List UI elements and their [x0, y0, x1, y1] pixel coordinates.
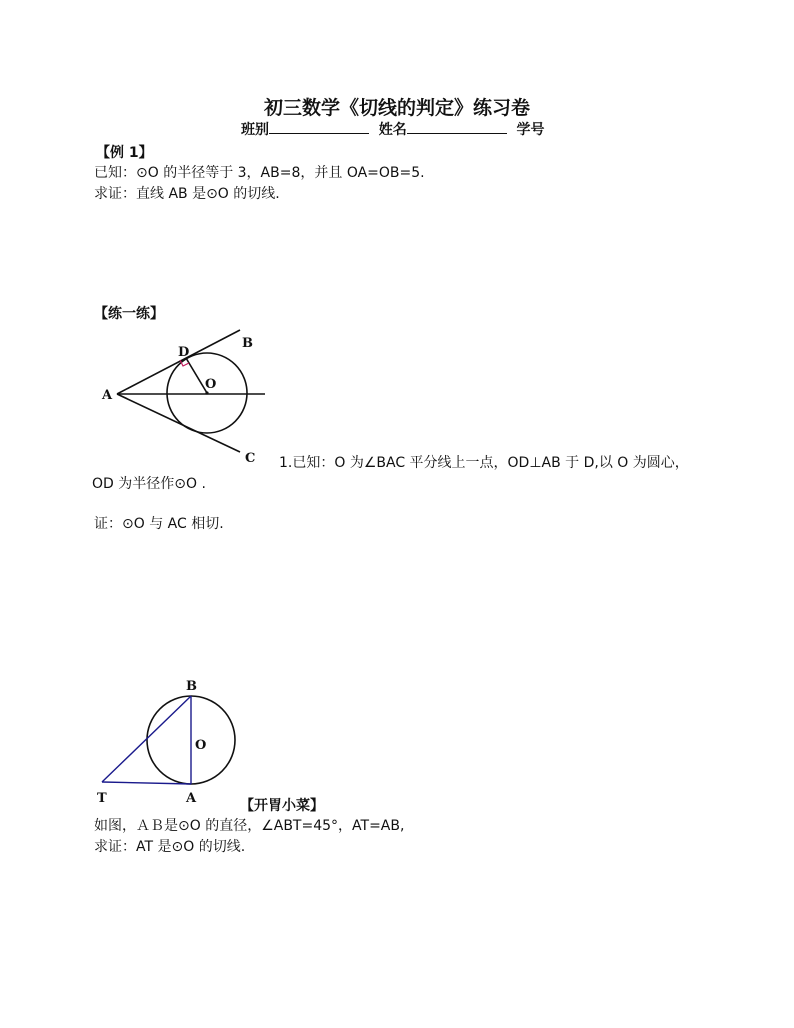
example1-heading: 【例 1】: [96, 145, 153, 161]
appetizer-given: 如图，ＡＢ是⊙O 的直径，∠ABT=45°，AT=AB,: [94, 818, 405, 834]
practice-problem-line2: OD 为半径作⊙O .: [92, 476, 206, 492]
label-a2: A: [186, 791, 197, 806]
label-a: A: [102, 388, 113, 403]
label-t2: T: [97, 791, 107, 806]
practice-heading: 【练一练】: [94, 306, 164, 322]
practice-problem-line1: 1.已知：O 为∠BAC 平分线上一点，OD⊥AB 于 D,以 O 为圆心，: [279, 455, 689, 471]
appetizer-prove: 求证：AT 是⊙O 的切线.: [94, 839, 246, 855]
name-label: 姓名: [378, 122, 407, 138]
class-label: 班别: [241, 122, 269, 138]
example1-given: 已知：⊙O 的半径等于 3，AB=8，并且 OA=OB=5.: [94, 165, 425, 181]
example1-prove: 求证：直线 AB 是⊙O 的切线.: [94, 186, 280, 202]
label-o: O: [205, 377, 217, 392]
practice-prove: 证：⊙O 与 AC 相切.: [94, 516, 224, 532]
page-title: 初三数学《切线的判定》练习卷: [263, 97, 530, 119]
label-o2: O: [195, 738, 207, 753]
student-number-label: 学号: [516, 122, 545, 138]
appetizer-heading: 【开胃小菜】: [240, 798, 324, 814]
segment-tb: [102, 696, 191, 782]
label-b2: B: [186, 679, 197, 694]
label-d: D: [178, 345, 190, 360]
label-c: C: [245, 451, 256, 466]
label-b: B: [242, 336, 253, 351]
